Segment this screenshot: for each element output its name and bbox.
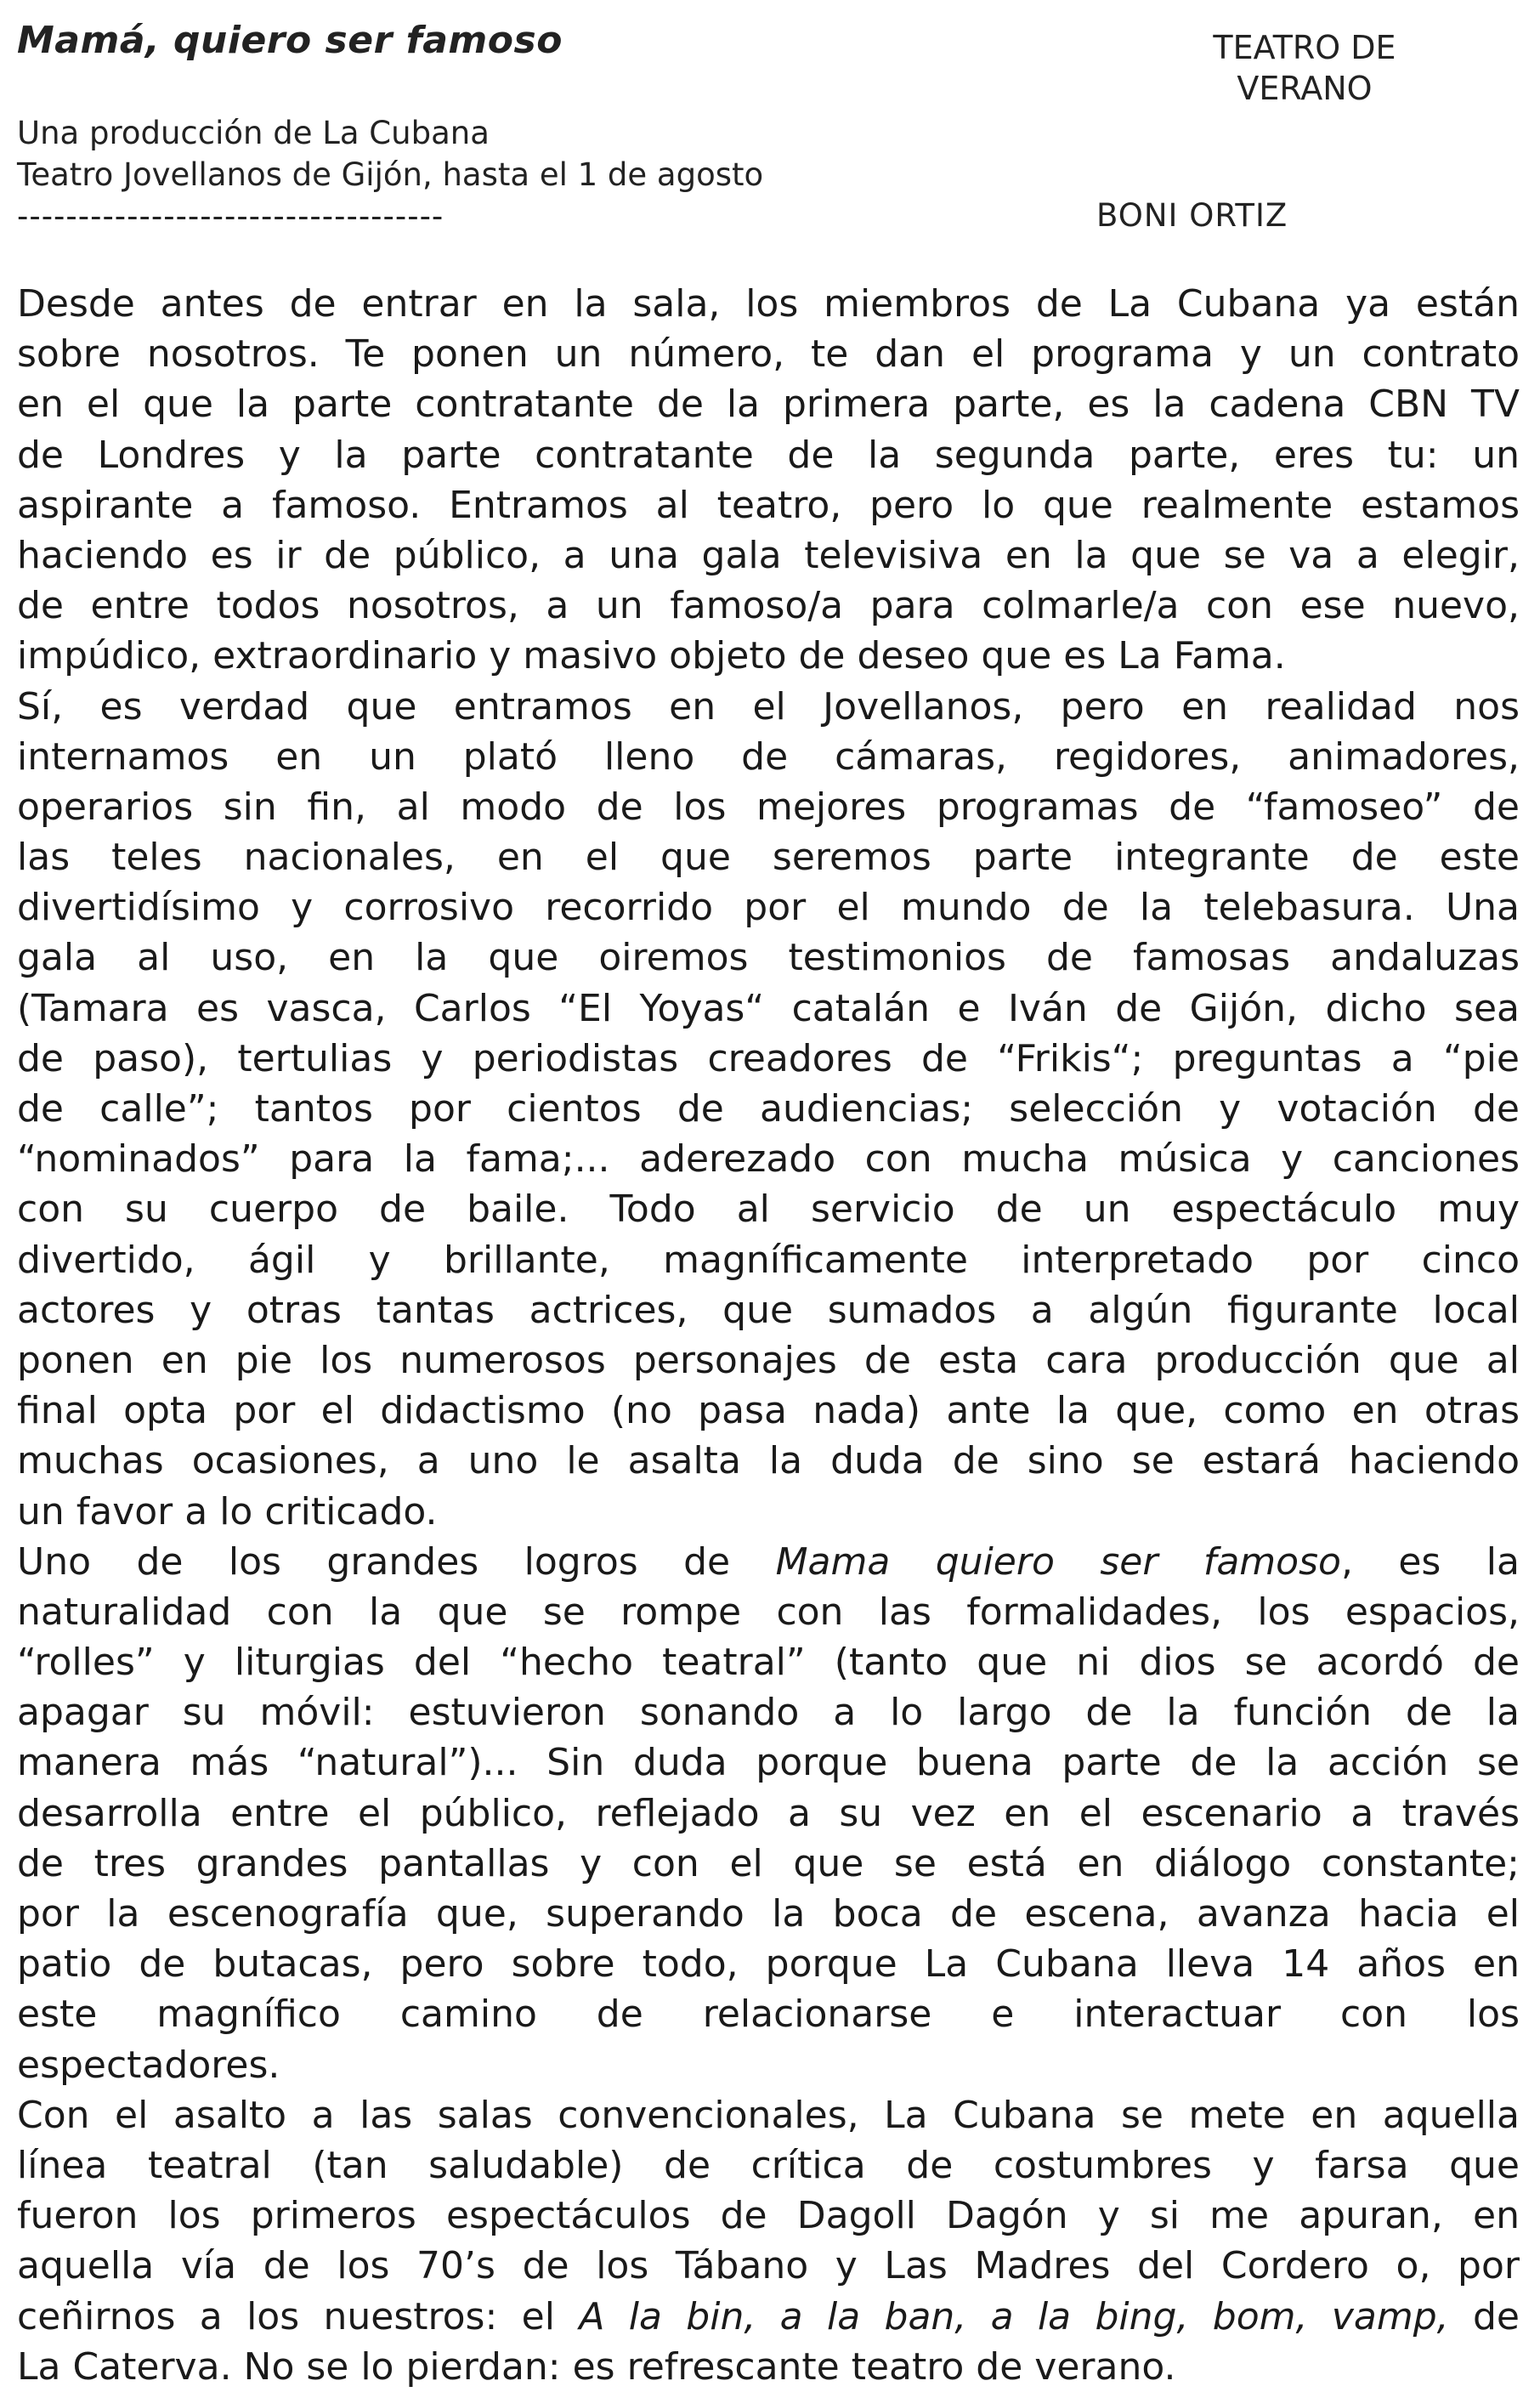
paragraph-2	[17, 682, 1520, 1537]
text-line: gala al uso, en la que oiremos testimonios de famosas andaluzas	[17, 936, 1520, 980]
text-line: Con el asalto a las salas convencionales, La Cubana se mete en aquella	[17, 2093, 1520, 2137]
text-line: impúdico, extraordinario y masivo objeto de deseo que es La Fama.	[17, 634, 1286, 678]
text-line: de Londres y la parte contratante de la segunda parte, eres tu: un	[17, 433, 1520, 477]
article-title: Mamá, quiero ser famoso	[17, 19, 563, 62]
production-credit: Una producción de La Cubana	[17, 115, 490, 151]
play-title-italic: Mama quiero ser famoso	[775, 1539, 1341, 1584]
text-line: aspirante a famoso. Entramos al teatro, pero lo que realmente estamos	[17, 483, 1520, 527]
text-segment: de	[1472, 2294, 1520, 2338]
text-line: en el que la parte contratante de la primera parte, es la cadena CBN TV	[17, 383, 1520, 427]
text-line: final opta por el didactismo (no pasa nada) ante la que, como en otras	[17, 1389, 1520, 1433]
author-byline: BONI ORTIZ	[1096, 197, 1288, 234]
text-line: de entre todos nosotros, a un famoso/a para colmarle/a con ese nuevo,	[17, 584, 1520, 628]
text-line: “rolles” y liturgias del “hecho teatral” (tanto que ni dios se acordó de	[17, 1641, 1520, 1685]
text-segment: Uno de los grandes logros de	[17, 1539, 731, 1584]
text-line: de calle”; tantos por cientos de audiencias; selección y votación de	[17, 1087, 1520, 1131]
text-line: aquella vía de los 70’s de los Tábano y Las Madres del Cordero o, por	[17, 2244, 1520, 2288]
text-line	[17, 1537, 1520, 1587]
text-line: Sí, es verdad que entramos en el Jovellanos, pero en realidad nos	[17, 684, 1520, 728]
text-line: ponen en pie los numerosos personajes de esta cara producción que al	[17, 1338, 1520, 1382]
text-line: internamos en un plató lleno de cámaras, regidores, animadores,	[17, 734, 1520, 779]
text-line: manera más “natural”)... Sin duda porque buena parte de la acción se	[17, 1741, 1520, 1785]
text-line: haciendo es ir de público, a una gala televisiva en la que se va a elegir,	[17, 533, 1520, 577]
text-line: divertido, ágil y brillante, magníficamente interpretado por cinco	[17, 1238, 1520, 1282]
paragraph-3	[17, 1537, 1520, 2090]
text-line: “nominados” para la fama;... aderezado con mucha música y canciones	[17, 1137, 1520, 1182]
section-label-line-2: VERANO	[1237, 70, 1373, 107]
text-line: las teles nacionales, en el que seremos parte integrante de este	[17, 836, 1520, 880]
text-line: naturalidad con la que se rompe con las formalidades, los espacios,	[17, 1590, 1520, 1634]
text-line: fueron los primeros espectáculos de Dagoll Dagón y si me apuran, en	[17, 2194, 1520, 2238]
venue-dates: Teatro Jovellanos de Gijón, hasta el 1 de agosto	[17, 156, 764, 193]
text-line: línea teatral (tan saludable) de crítica de costumbres y farsa que	[17, 2143, 1520, 2187]
text-line	[17, 2292, 1520, 2342]
paragraph-1	[17, 279, 1520, 682]
text-line: actores y otras tantas actrices, que sumados a algún figurante local	[17, 1288, 1520, 1332]
text-line: Desde antes de entrar en la sala, los miembros de La Cubana ya están	[17, 282, 1520, 326]
text-line: un favor a lo criticado.	[17, 1489, 438, 1533]
paragraph-4	[17, 2090, 1520, 2392]
text-line: espectadores.	[17, 2043, 280, 2087]
text-line: desarrolla entre el público, reflejado a su vez en el escenario a través	[17, 1791, 1520, 1835]
text-line: sobre nosotros. Te ponen un número, te dan el programa y un contrato	[17, 332, 1520, 377]
text-line: de paso), tertulias y periodistas creadores de “Frikis“; preguntas a “pie	[17, 1036, 1520, 1080]
production-info	[17, 112, 763, 237]
text-line: de tres grandes pantallas y con el que se está en diálogo constante;	[17, 1841, 1520, 1885]
text-line: apagar su móvil: estuvieron sonando a lo largo de la función de la	[17, 1691, 1520, 1735]
separator-line: -----------------------------------	[17, 198, 444, 235]
text-line: este magnífico camino de relacionarse e interactuar con los	[17, 1992, 1520, 2037]
text-line: patio de butacas, pero sobre todo, porque La Cubana lleva 14 años en	[17, 1942, 1520, 1987]
text-line: (Tamara es vasca, Carlos “El Yoyas“ catalán e Iván de Gijón, dicho sea	[17, 986, 1520, 1030]
text-line: por la escenografía que, superando la boca de escena, avanza hacia el	[17, 1892, 1520, 1936]
text-segment: , es la	[1340, 1539, 1520, 1584]
play-title-italic: A la bin, a la ban, a la bing, bom, vamp,	[579, 2294, 1449, 2338]
article-body	[17, 279, 1520, 2392]
text-segment: ceñirnos a los nuestros: el	[17, 2294, 555, 2338]
text-line: muchas ocasiones, a uno le asalta la duda de sino se estará haciendo	[17, 1439, 1520, 1483]
text-line: operarios sin fin, al modo de los mejores programas de “famoseo” de	[17, 785, 1520, 829]
section-label	[1194, 27, 1415, 109]
text-line: divertidísimo y corrosivo recorrido por el mundo de la telebasura. Una	[17, 886, 1520, 930]
text-line: La Caterva. No se lo pierdan: es refrescante teatro de verano.	[17, 2344, 1176, 2389]
text-line: con su cuerpo de baile. Todo al servicio de un espectáculo muy	[17, 1187, 1520, 1232]
section-label-line-1: TEATRO DE	[1213, 29, 1396, 66]
